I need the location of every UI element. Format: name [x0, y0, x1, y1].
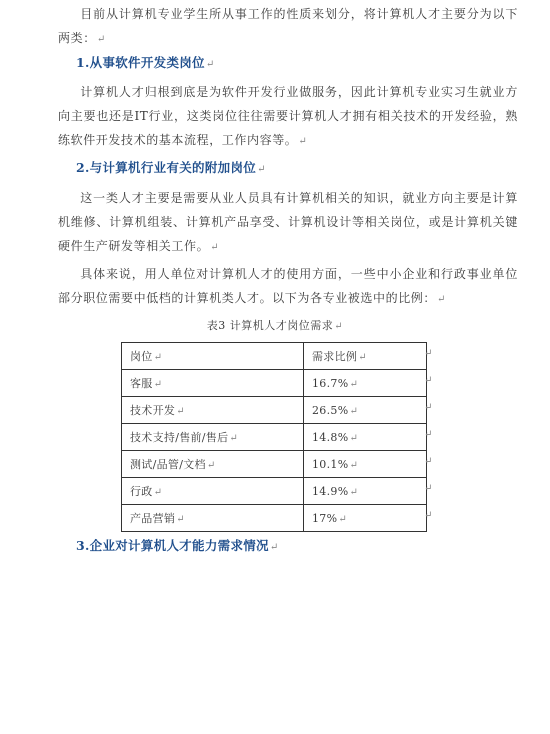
row-end-mark: ↵	[424, 429, 433, 440]
table-cell: 技术开发↵	[122, 397, 304, 424]
table-cell: 行政↵	[122, 478, 304, 505]
table-header-cell: 需求比例↵	[304, 343, 427, 370]
section-2-heading	[76, 158, 266, 180]
table-caption-text: 表3 计算机人才岗位需求	[206, 319, 334, 332]
section-3-heading-text: 3.企业对计算机人才能力需求情况	[76, 538, 269, 553]
table-row	[122, 397, 427, 424]
section-1-paragraph-text: 计算机人才归根到底是为软件开发行业做服务，因此计算机专业实习生就业方向主要也还是IT行业，这类岗位往往需要计算机人才拥有相关技术的开发经验，熟练软件开发技术的基本流程，工作内容等。	[58, 85, 518, 147]
table-cell: 14.8%↵	[304, 424, 427, 451]
table-cell: 10.1%↵	[304, 451, 427, 478]
table-caption	[0, 316, 550, 337]
table-cell: 17%↵	[304, 505, 427, 532]
paragraph-mark: ↵	[269, 542, 279, 553]
table-row	[122, 451, 427, 478]
table-cell: 26.5%↵	[304, 397, 427, 424]
section-3-heading	[76, 536, 279, 558]
paragraph-mark: ↵	[334, 321, 344, 332]
section-2-paragraph-2-text: 具体来说，用人单位对计算机人才的使用方面，一些中小企业和行政事业单位部分职位需要中低档的计算机类人才。以下为各专业被选中的比例：	[58, 267, 518, 305]
section-1-heading	[76, 53, 215, 75]
table-row	[122, 505, 427, 532]
table-row	[122, 370, 427, 397]
paragraph-mark: ↵	[437, 294, 446, 305]
paragraph-mark: ↵	[257, 164, 266, 175]
table-cell: 测试/品管/文档↵	[122, 451, 304, 478]
row-end-mark: ↵	[424, 510, 433, 521]
section-1-heading-text: 1.从事软件开发类岗位	[76, 55, 205, 70]
table-cell: 16.7%↵	[304, 370, 427, 397]
table-cell: 14.9%↵	[304, 478, 427, 505]
row-end-mark: ↵	[424, 483, 433, 494]
table-row	[122, 424, 427, 451]
section-2-paragraph-2	[58, 262, 518, 312]
position-demand-table	[121, 342, 427, 532]
section-2-paragraph-1-text: 这一类人才主要是需要从业人员具有计算机相关的知识，就业方向主要是计算机维修、计算机组装、计算机产品享受、计算机设计等相关岗位，或是计算机关键硬件生产研发等相关工作。	[58, 191, 518, 253]
table-cell: 客服↵	[122, 370, 304, 397]
intro-paragraph	[58, 2, 518, 52]
section-1-paragraph	[58, 80, 518, 154]
section-2-heading-text: 2.与计算机行业有关的附加岗位	[76, 160, 257, 175]
table-cell: 技术支持/售前/售后↵	[122, 424, 304, 451]
paragraph-mark: ↵	[298, 136, 308, 147]
row-end-mark: ↵	[424, 402, 433, 413]
intro-text: 目前从计算机专业学生所从事工作的性质来划分，将计算机人才主要分为以下两类：	[58, 7, 518, 45]
row-end-mark: ↵	[424, 375, 433, 386]
row-end-mark: ↵	[424, 456, 433, 467]
table-cell: 产品营销↵	[122, 505, 304, 532]
paragraph-mark: ↵	[96, 34, 106, 45]
row-end-mark: ↵	[424, 348, 433, 359]
section-2-paragraph-1	[58, 186, 518, 260]
table-row	[122, 478, 427, 505]
table-header-row	[122, 343, 427, 370]
paragraph-mark: ↵	[210, 242, 220, 253]
table-header-cell: 岗位↵	[122, 343, 304, 370]
paragraph-mark: ↵	[205, 59, 215, 70]
